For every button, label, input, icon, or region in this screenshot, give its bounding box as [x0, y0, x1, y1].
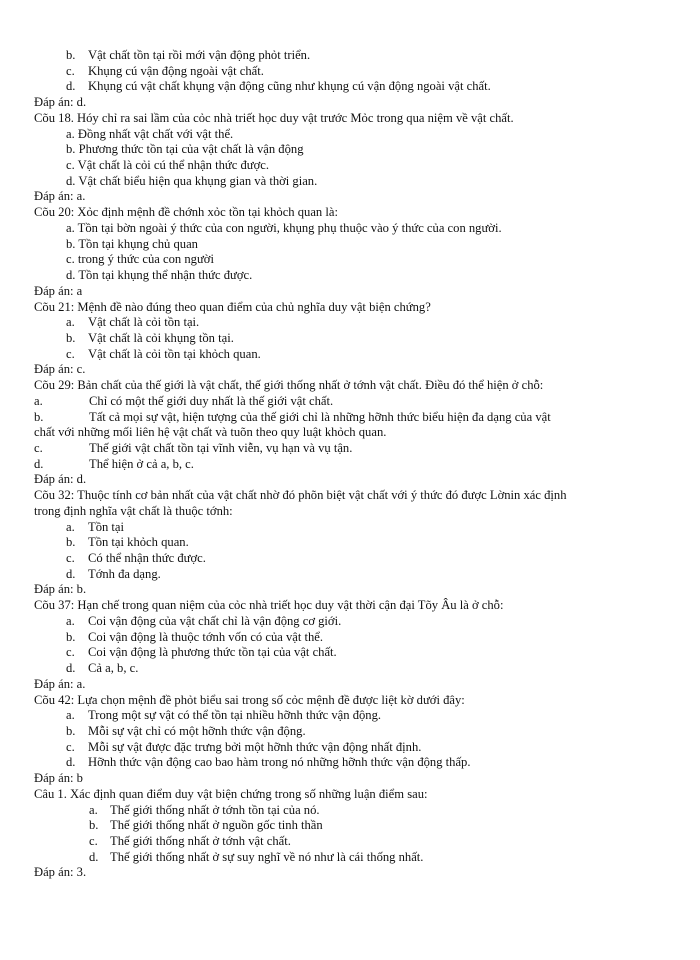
option-text: Khụng cú vận động ngoài vật chất. [88, 64, 264, 78]
option-marker: b. [66, 724, 76, 738]
option-text: Tớnh đa dạng. [88, 567, 161, 581]
option-marker: a. [66, 520, 75, 534]
option-marker: a. [66, 614, 75, 628]
option-text: Vật chất là cỏi khụng tồn tại. [88, 331, 234, 345]
option-text: Thế giới vật chất tồn tại vĩnh viễn, vụ hạn và vụ tận. [89, 441, 353, 455]
option-text: Thế giới thống nhất ở tớnh vật chất. [110, 834, 291, 848]
option-marker: c. [89, 834, 98, 848]
option-text: Coi vận động là phương thức tồn tại của vật chất. [88, 645, 337, 659]
option-text: Thế giới thống nhất ở sự suy nghĩ về nó như là cái thống nhất. [110, 850, 424, 864]
answer-line: Đáp án: c. [34, 362, 86, 376]
option-marker: d. [66, 79, 76, 93]
answer-line: Đáp án: a. [34, 677, 86, 691]
option-line: b. Tồn tại khụng chủ quan [66, 237, 198, 251]
option-marker: a. [66, 708, 75, 722]
answer-line: Đáp án: b [34, 771, 83, 785]
option-text: Chỉ có một thế giới duy nhất là thế giới vật chất. [89, 394, 334, 408]
question-line: Cõu 42: Lựa chọn mệnh đề phỏt biểu sai trong số cỏc mệnh đề được liệt kờ dưới đây: [34, 693, 465, 707]
option-text: Mỗi sự vật chỉ có một hỡnh thức vận động. [88, 724, 306, 738]
continuation-line: trong định nghĩa vật chất là thuộc tớnh: [34, 504, 233, 518]
option-marker: b. [66, 331, 76, 345]
option-text: Thể hiện ở cả a, b, c. [89, 457, 194, 471]
continuation-line: chất với những mối liên hệ vật chất và tuõn theo quy luật khỏch quan. [34, 425, 387, 439]
option-text: Có thể nhận thức được. [88, 551, 206, 565]
option-text: Vật chất là cỏi tồn tại. [88, 315, 200, 329]
option-marker: d. [89, 850, 99, 864]
option-marker: a. [34, 394, 43, 408]
answer-line: Đáp án: d. [34, 472, 87, 486]
option-text: Tồn tại khỏch quan. [88, 535, 189, 549]
option-marker: c. [66, 347, 75, 361]
question-line: Cõu 20: Xỏc định mệnh đề chớnh xỏc tồn tại khỏch quan là: [34, 205, 338, 219]
option-text: Thế giới thống nhất ở tớnh tồn tại của nó. [110, 803, 320, 817]
option-marker: a. [66, 315, 75, 329]
option-marker: c. [66, 740, 75, 754]
question-line: Cõu 18. Hóy chỉ ra sai lầm của cỏc nhà triết học duy vật trước Mỏc trong qua niệm về vật chất. [34, 111, 514, 125]
option-text: Hỡnh thức vận động cao bao hàm trong nó những hỡnh thức vận động thấp. [88, 755, 471, 769]
option-text: Coi vận động là thuộc tớnh vốn có của vật thể. [88, 630, 324, 644]
option-marker: b. [66, 535, 76, 549]
option-marker: d. [34, 457, 44, 471]
option-text: Vật chất tồn tại rồi mới vận động phỏt triển. [88, 48, 311, 62]
option-line: c. Vật chất là cỏi cú thể nhận thức được. [66, 158, 269, 172]
option-text: Trong một sự vật có thể tồn tại nhiều hỡnh thức vận động. [88, 708, 382, 722]
option-text: Thế giới thống nhất ở nguồn gốc tinh thần [110, 818, 323, 832]
option-line: a. Tồn tại bờn ngoài ý thức của con người, khụng phụ thuộc vào ý thức của con người. [66, 221, 502, 235]
option-marker: c. [66, 64, 75, 78]
option-line: d. Vật chất biểu hiện qua khụng gian và thời gian. [66, 174, 318, 188]
answer-line: Đáp án: 3. [34, 865, 87, 879]
question-line: Câu 1. Xác định quan điểm duy vật biện chứng trong số những luận điểm sau: [34, 787, 428, 801]
answer-line: Đáp án: a. [34, 189, 86, 203]
option-marker: b. [34, 410, 44, 424]
answer-line: Đáp án: a [34, 284, 83, 298]
option-marker: c. [66, 645, 75, 659]
option-marker: d. [66, 661, 76, 675]
question-line: Cõu 29: Bản chất của thế giới là vật chất, thế giới thống nhất ở tớnh vật chất. Điều đó thể hiện ở chỗ: [34, 378, 544, 392]
option-text: Tất cả mọi sự vật, hiện tượng của thế giới chỉ là những hỡnh thức biểu hiện đa dạng của vật [89, 410, 551, 424]
option-marker: b. [66, 630, 76, 644]
answer-line: Đáp án: d. [34, 95, 87, 109]
option-marker: b. [89, 818, 99, 832]
option-text: Coi vận động của vật chất chỉ là vận động cơ giới. [88, 614, 342, 628]
option-marker: b. [66, 48, 76, 62]
option-text: Tồn tại [88, 520, 125, 534]
option-marker: d. [66, 567, 76, 581]
option-marker: c. [66, 551, 75, 565]
question-line: Cõu 21: Mệnh đề nào đúng theo quan điểm của chủ nghĩa duy vật biện chứng? [34, 300, 431, 314]
option-marker: c. [34, 441, 43, 455]
answer-line: Đáp án: b. [34, 582, 87, 596]
option-text: Khụng cú vật chất khụng vận động cũng như khụng cú vận động ngoài vật chất. [88, 79, 491, 93]
question-line: Cõu 32: Thuộc tính cơ bản nhất của vật chất nhờ đó phõn biệt vật chất với ý thức đó được Lờnin xác định [34, 488, 567, 502]
option-text: Cả a, b, c. [88, 661, 139, 675]
option-marker: a. [89, 803, 98, 817]
option-line: d. Tồn tại khụng thể nhận thức được. [66, 268, 253, 282]
question-line: Cõu 37: Hạn chế trong quan niệm của cỏc nhà triết học duy vật thời cận đại Tõy Âu là ở chỗ: [34, 598, 504, 612]
option-text: Mỗi sự vật được đặc trưng bởi một hỡnh thức vận động nhất định. [88, 740, 422, 754]
option-line: c. trong ý thức của con người [66, 252, 214, 266]
option-marker: d. [66, 755, 76, 769]
option-line: b. Phương thức tồn tại của vật chất là vận động [66, 142, 304, 156]
option-text: Vật chất là cỏi tồn tại khỏch quan. [88, 347, 261, 361]
option-line: a. Đồng nhất vật chất với vật thể. [66, 127, 234, 141]
